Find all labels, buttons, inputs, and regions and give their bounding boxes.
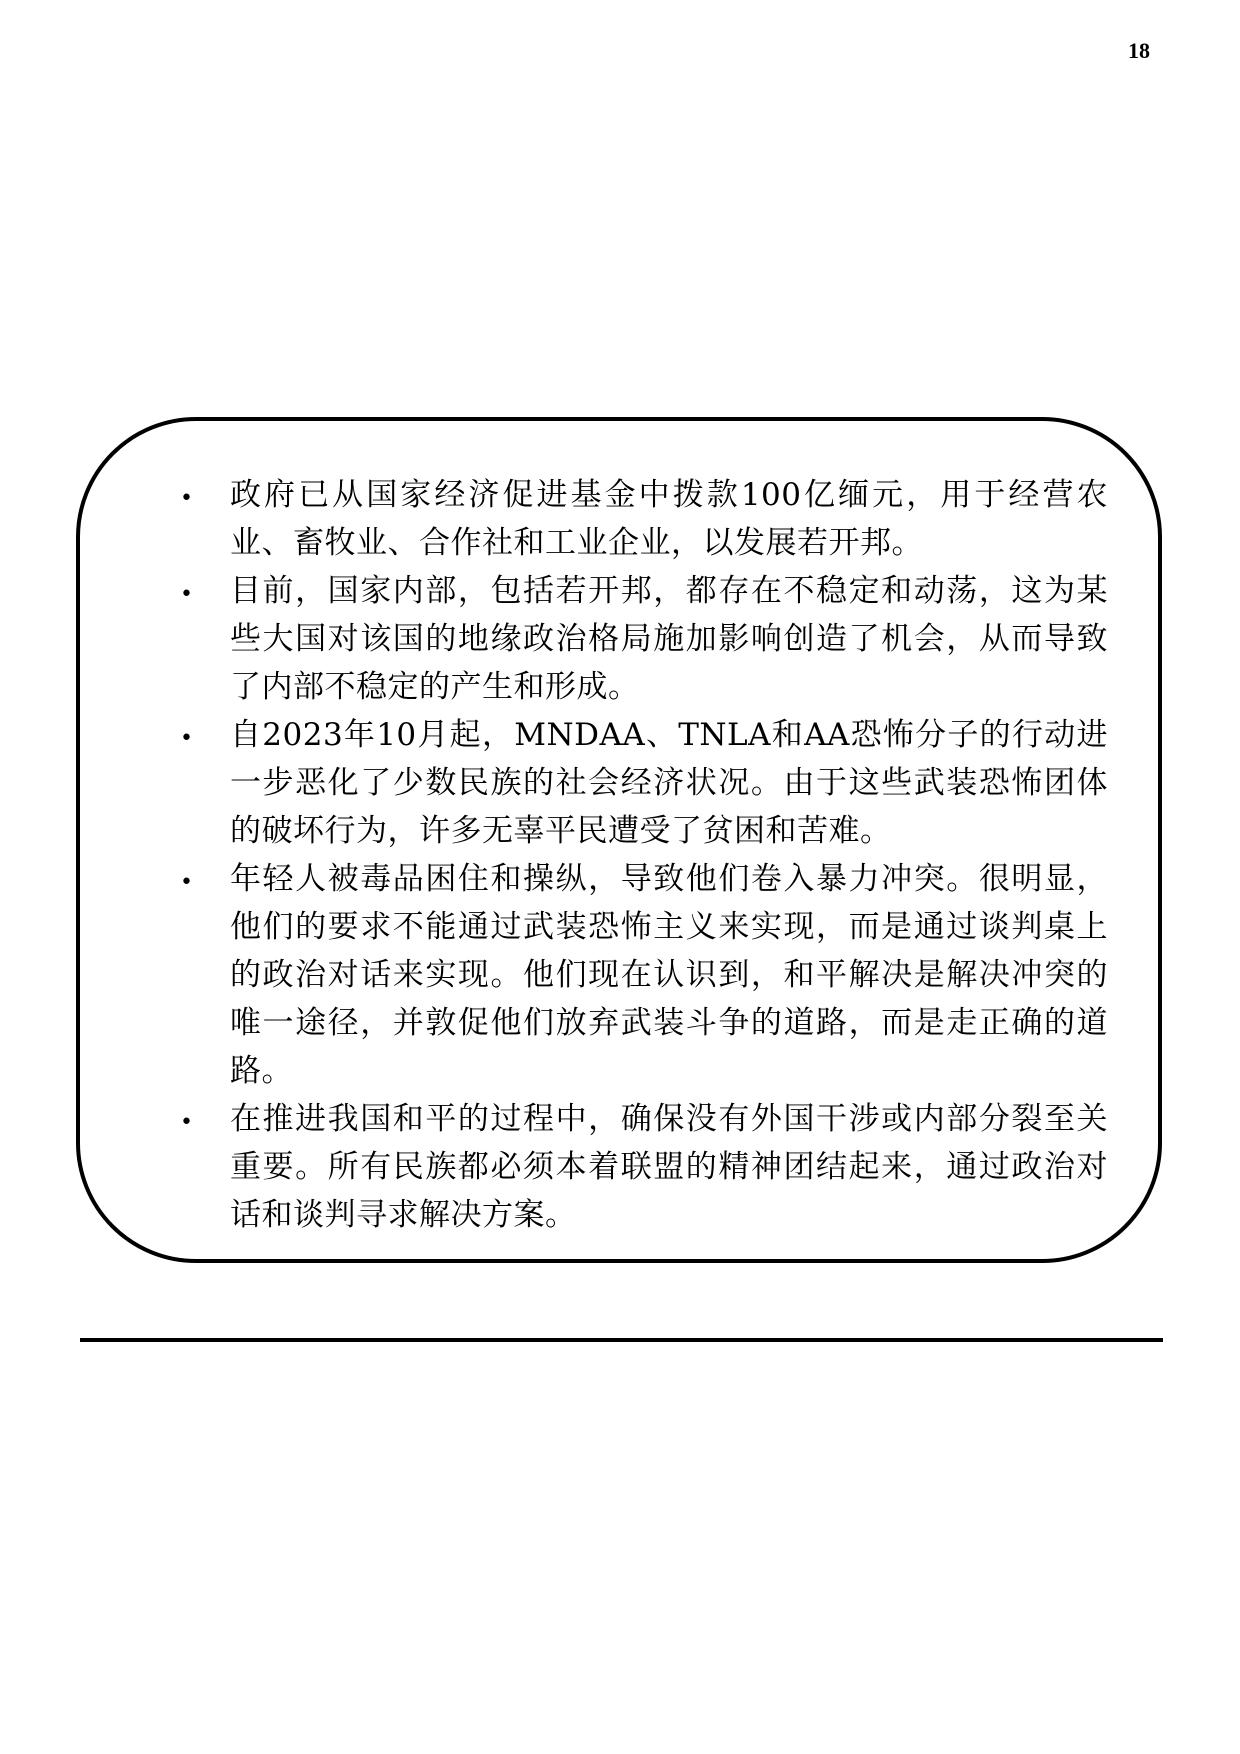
- bullet-item: • 政府已从国家经济促进基金中拨款100亿缅元，用于经营农业、畜牧业、合作社和工业企业，以发展若开邦。: [138, 471, 1108, 567]
- bullet-item: • 年轻人被毒品困住和操纵，导致他们卷入暴力冲突。很明显，他们的要求不能通过武装恐怖主义来实现，而是通过谈判桌上的政治对话来实现。他们现在认识到，和平解决是解决冲突的唯一途径，并敦促他们放弃武装斗争的道路，而是走正确的道路。: [138, 855, 1108, 1095]
- bullet-list: [138, 471, 1108, 1239]
- bullet-item: • 在推进我国和平的过程中，确保没有外国干涉或内部分裂至关重要。所有民族都必须本着联盟的精神团结起来，通过政治对话和谈判寻求解决方案。: [138, 1095, 1108, 1239]
- rounded-text-box: [76, 417, 1162, 1263]
- bullet-item: • 目前，国家内部，包括若开邦，都存在不稳定和动荡，这为某些大国对该国的地缘政治格局施加影响创造了机会，从而导致了内部不稳定的产生和形成。: [138, 567, 1108, 711]
- page-number: 18: [1128, 38, 1150, 63]
- bullet-item: • 自2023年10月起，MNDAA、TNLA和AA恐怖分子的行动进一步恶化了少数民族的社会经济状况。由于这些武装恐怖团体的破坏行为，许多无辜平民遭受了贫困和苦难。: [138, 711, 1108, 855]
- horizontal-divider: [80, 1338, 1163, 1342]
